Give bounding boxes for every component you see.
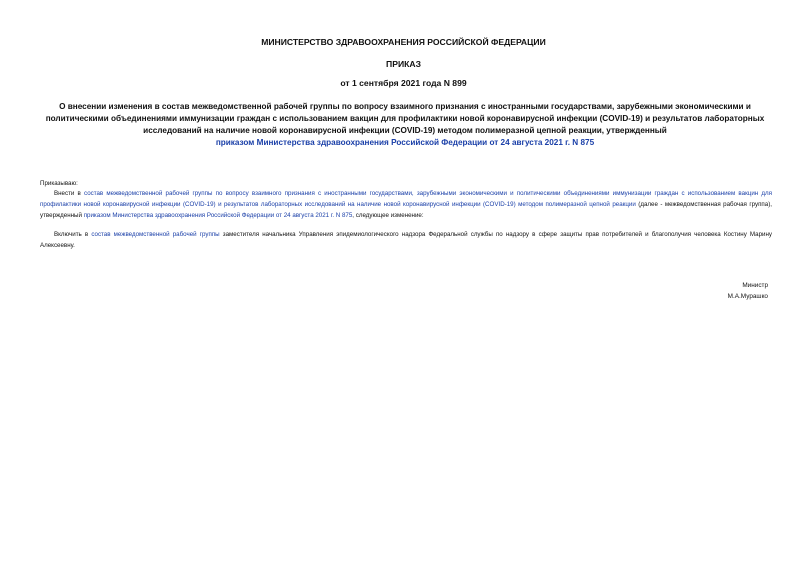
order-paragraph-2 bbox=[40, 229, 772, 251]
paragraph-1-post: , следующее изменение: bbox=[352, 212, 424, 219]
working-group-link[interactable]: состав межведомственной рабочей группы bbox=[91, 231, 220, 238]
signature-block bbox=[728, 280, 768, 302]
order-intro: Приказываю: bbox=[40, 180, 78, 187]
order-heading: ПРИКАЗ bbox=[386, 59, 421, 69]
paragraph-1-pre: Внести в bbox=[54, 190, 85, 197]
paragraph-2-pre: Включить в bbox=[54, 231, 92, 238]
working-group-composition-link[interactable]: состав межведомственной рабочей группы по вопросу взаимного признания с иностранными государствами, зарубежными экономическими и политическими объединениями иммунизации граждан с использованием вакцин для профилактики новой коронавирусной инфекции (COVID-19) и результатов лабораторных исследований на наличие новой коронавирусной инфекции (COVID-19) методом полимеразной цепной реакции bbox=[40, 190, 772, 208]
order-title bbox=[40, 101, 770, 149]
paragraph-1-mid: (далее - межведомственная рабочая группа), утвержденный bbox=[40, 201, 772, 219]
ministry-heading: МИНИСТЕРСТВО ЗДРАВООХРАНЕНИЯ РОССИЙСКОЙ ФЕДЕРАЦИИ bbox=[261, 37, 546, 47]
paragraph-2-post: заместителя начальника Управления эпидемиологического надзора Федеральной службы по надзору в сфере защиты прав потребителей и благополучия человека Костину Марину Алексеевну. bbox=[40, 231, 773, 249]
signature-name: М.А.Мурашко bbox=[727, 293, 768, 300]
order-title-text: О внесении изменения в состав межведомственной рабочей группы по вопросу взаимного признания с иностранными государствами, зарубежными экономическими и политическими объединениями иммунизации граждан с использованием вакцин для профилактики новой коронавирусной инфекции (COVID-19) и результатов лабораторных исследований на наличие новой коронавирусной инфекции (COVID-19) методом полимеразной цепной реакции, утвержденный bbox=[45, 102, 765, 135]
order-title-link[interactable]: приказом Министерства здравоохранения Российской Федерации от 24 августа 2021 г. N 875 bbox=[215, 138, 595, 147]
order-date-number: от 1 сентября 2021 года N 899 bbox=[340, 78, 467, 88]
order-paragraph-1 bbox=[40, 188, 772, 221]
order-875-link[interactable]: приказом Министерства здравоохранения Российской Федерации от 24 августа 2021 г. N 875 bbox=[83, 212, 353, 219]
signature-role: Министр bbox=[742, 282, 768, 289]
